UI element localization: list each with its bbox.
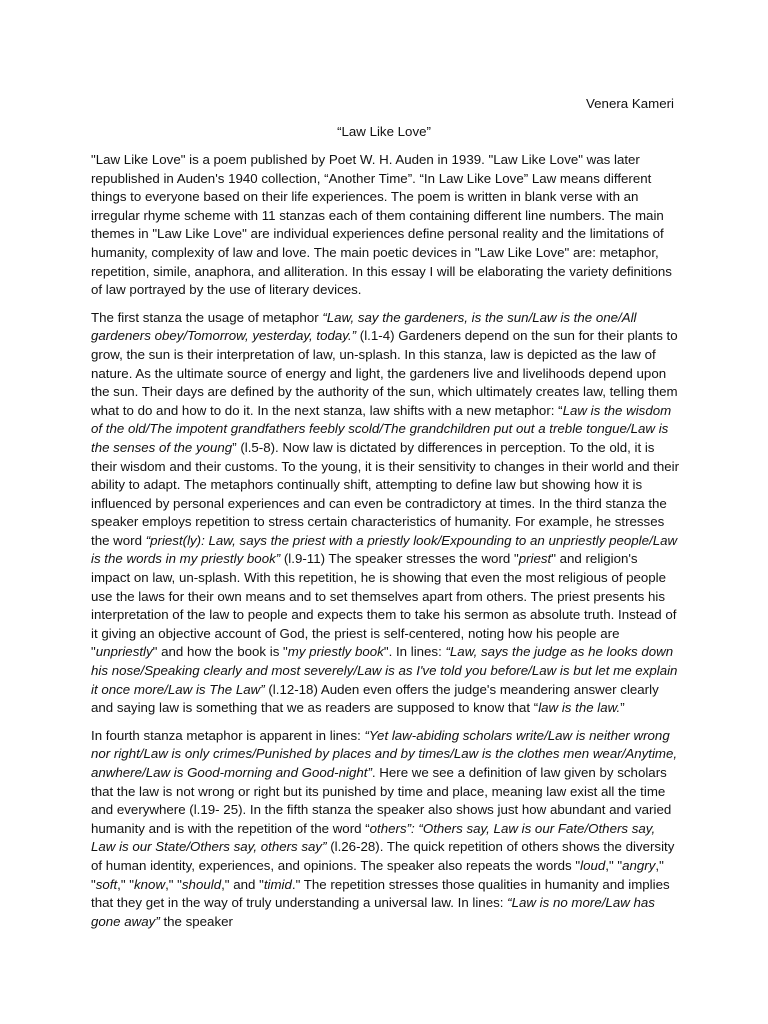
essay-title: “Law Like Love” <box>337 124 431 139</box>
paragraph-text: ” (l.5-8). Now law is dictated by differences in perception. To the old, it is their wisdom and their customs. To the young, it is their sensitivity to changes in their world and their ability to adapt. The metaphors continually shift, attempting to define law but showing how it is influenced by personal experiences and can even be contradictory at times. In the third stanza the speaker employs repetition to stress certain characteristics of humanity. For example, he stresses the word <box>91 439 680 548</box>
quoted-text: “Law is no more/Law has gone away” <box>91 895 655 929</box>
paragraph <box>91 727 680 932</box>
paragraph <box>91 309 680 718</box>
paragraph-text: ” <box>620 700 625 716</box>
paragraph-text: (l.1-4) Gardeners depend on the sun for their plants to grow, the sun is their interpretation of law, un-splash. In this stanza, law is depicted as the law of nature. As the ultimate source of energy and light, the gardeners live and livelihoods depend upon the sun. Their days are defined by the authority of the sun, which ultimately creates law, telling them what to do and how to do it. In the next stanza, law shifts with a new metaphor: “ <box>91 328 678 418</box>
quoted-text: others”: “Others say, Law is our Fate/Others say, Law is our State/Others say, others say” <box>91 820 656 855</box>
paragraph-text: (l.12-18) Auden even offers the judge's meandering answer clearly and saying law is something that we as readers are supposed to know that “ <box>91 681 659 716</box>
essay-body <box>91 151 680 940</box>
paragraph <box>91 151 680 300</box>
quoted-text: Law is the wisdom of the old/The impotent grandfathers feebly scold/The grandchildren put out a treble tongue/Law is the senses of the young <box>91 402 672 455</box>
quoted-text: loud <box>580 857 606 873</box>
paragraph-text: " and religion's impact on law, un-splash. With this repetition, he is showing that even the most religious of people use the laws for their own means and to set themselves apart from others. The priest presents his interpretation of the law to people and expects them to take his sermon as absolute truth. Instead of it giving an objective account of God, the priest is self-centered, noting how his people are " <box>91 551 677 660</box>
paragraph-text: In fourth stanza metaphor is apparent in lines: <box>91 727 365 743</box>
quoted-text: know <box>134 876 166 892</box>
paragraph-text: ," " <box>165 876 182 892</box>
paragraph-text: " and how the book is " <box>152 644 288 660</box>
quoted-text: my priestly book <box>287 644 384 660</box>
quoted-text: “priest(ly): Law, says the priest with a priestly look/Expounding to an unpriestly people/Law is the words in my priestly book” <box>91 532 678 567</box>
paragraph-text: ," " <box>91 857 664 892</box>
paragraph-text: ," and " <box>221 876 264 892</box>
author-name: Venera Kameri <box>586 96 674 111</box>
paragraph-text: (l.26-28). The quick repetition of others shows the diversity of human identity, experiences, and opinions. The speaker also repeats the words " <box>91 839 675 873</box>
paragraph-text: (l.9-11) The speaker stresses the word " <box>280 551 519 567</box>
paragraph-text: ." The repetition stresses those qualities in humanity and implies that they get in the way of truly understanding a universal law. In lines: <box>91 876 670 911</box>
paragraph-text: the speaker <box>159 913 233 929</box>
paragraph-text: . Here we see a definition of law given by scholars that the law is not wrong or right but its punished by time and place, meaning law exist all the time and everywhere (l.19- 25). In the fifth stanza the speaker also shows just how abundant and varied humanity and is with the repetition of the word “ <box>91 765 672 836</box>
paragraph-text: "Law Like Love" is a poem published by Poet W. H. Auden in 1939. "Law Like Love" was later republished in Auden's 1940 collection, “Another Time”. “In Law Like Love” Law means different things to everyone based on their life experiences. The poem is written in blank verse with an irregular rhyme scheme with 11 stanzas each of them containing different line numbers. The main themes in "Law Like Love" are individual experiences define personal reality and the limitations of humanity, complexity of law and love. The main poetic devices in "Law Like Love" are: metaphor, repetition, simile, anaphora, and alliteration. In this essay I will be elaborating the variety definitions of law portrayed by the use of literary devices. <box>91 152 672 298</box>
paragraph-text: ," " <box>117 876 135 892</box>
quoted-text: “Yet law-abiding scholars write/Law is neither wrong nor right/Law is only crimes/Punished by places and by times/Law is the clothes men wear/Anytime, anwhere/Law is Good-morning and Good-night” <box>91 727 678 780</box>
quoted-text: “Law, says the judge as he looks down his nose/Speaking clearly and most severely/Law is as I've told you before/Law is but let me explain it once more/Law is The Law” <box>91 644 678 697</box>
paragraph-text: The first stanza the usage of metaphor <box>91 309 323 325</box>
quoted-text: should <box>181 876 222 892</box>
quoted-text: law is the law. <box>538 700 621 716</box>
quoted-text: angry <box>622 857 656 873</box>
quoted-text: “Law, say the gardeners, is the sun/Law is the one/All gardeners obey/Tomorrow, yesterday, today.” <box>91 309 637 344</box>
quoted-text: priest <box>518 551 552 567</box>
paragraph-text: ". In lines: <box>383 644 446 660</box>
quoted-text: timid <box>263 876 292 892</box>
quoted-text: soft <box>95 876 118 892</box>
quoted-text: unpriestly <box>95 644 153 660</box>
paragraph-text: ," " <box>605 857 623 873</box>
